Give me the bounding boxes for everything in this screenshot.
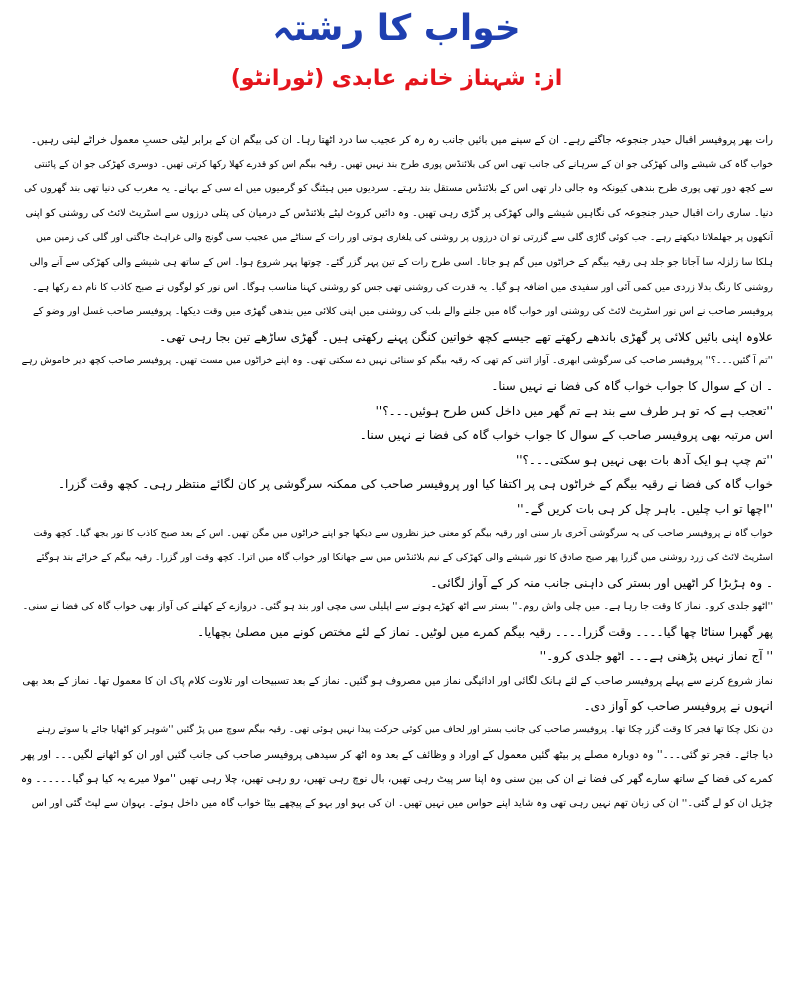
text-line: اس مرتبہ بھی پروفیسر صاحب کے سوال کا جواب خواب گاہ کی فضا نے نہیں سنا۔ bbox=[359, 428, 773, 443]
text-line: روشنی کا رنگ بدلا زردی میں کمی آئی اور سفیدی میں اضافہ ہو گیا۔ یہ قدرت کی روشنی تھی جس کو روشنی کہنا مناسب ہوگا۔ اس نور کو لوگوں نے صبح کاذب کا نام دے رکھا ہے۔ bbox=[31, 281, 773, 293]
text-line: نماز شروع کرنے سے پہلے پروفیسر صاحب کے لئے ہانک لگائی اور ادائیگی نماز میں مصروف ہو گئیں۔ نماز کے بعد تسبیحات اور تلاوت کلام پاک ان کا معمول تھا۔ نماز کے بعد بھی bbox=[22, 675, 773, 688]
text-line: پروفیسر صاحب نے اس نور اسٹریٹ لائٹ کی روشنی اور خواب گاہ میں جلنے والے بلب کی روشنی میں اپنی کلائی میں بندھی گھڑی میں وقت دیکھا۔ پروفیسر صاحب غسل اور وضو کے bbox=[32, 306, 773, 318]
text-line: دنیا۔ ساری رات اقبال حیدر جنجوعہ کی نگاہیں شیشے والی کھڑکی پر گڑی رہی تھیں۔ وہ دائیں کروٹ لیٹے بلائنڈس کے درمیان کی پتلی درزوں سے اسٹریٹ لائٹ کی روشنی کو اپنی bbox=[25, 207, 773, 219]
text-line: خواب گاہ کی فضا نے رقیہ بیگم کے خراٹوں ہی پر اکتفا کیا اور پروفیسر صاحب کی ممکنہ سرگوشی پر کان لگائے منتظر رہی۔ کچھ وقت گزرا۔ bbox=[57, 477, 773, 492]
text-line: ''تم چپ ہو ایک آدھ بات بھی نہیں ہو سکتی۔۔۔؟'' bbox=[515, 452, 773, 467]
text-line: دیا جائے۔ فجر تو گئی۔۔۔'' وہ دوبارہ مصلے پر بیٹھ گئیں معمول کے اوراد و وظائف کے بعد وہ اٹھ کر سیدھی پروفیسر صاحب کی جانب گئیں اور ان کو اٹھانے لگیں۔۔۔ اور پھر bbox=[21, 748, 773, 761]
text-line: ''تم آ گئیں۔۔۔؟'' پروفیسر صاحب کی سرگوشی ابھری۔ آواز اتنی کم تھی کہ رقیہ بیگم کو سنائی نہیں دے سکتی تھی۔ وہ اپنے خراٹوں میں مست تھیں۔ پروفیسر صاحب کچھ دیر خاموش رہے bbox=[21, 355, 773, 367]
text-line: پھر گھبرا سناٹا چھا گیا۔۔۔۔ وقت گزرا۔۔۔۔ رقیہ بیگم کمرے میں لوٹیں۔ نماز کے لئے مختص کونے میں مصلیٰ بچھایا۔ bbox=[197, 624, 773, 639]
text-line: آنکھوں پر جھلملاتا دیکھتے رہے۔ جب کوئی گاڑی گلی سے گزرتی تو ان درزوں پر روشنی کی یلغاری ہوتی اور رات کے سناٹے میں عجیب سی گونج والی غراہٹ جاگتی اور گلی کی زمین میں bbox=[36, 232, 773, 244]
text-line: ''اچھا تو اب چلیں۔ باہر چل کر ہی بات کریں گے۔'' bbox=[516, 501, 773, 516]
text-line: کمرے کی فضا کے ساتھ سارے گھر کی فضا نے ان کی بین سنی وہ اپنا سر پیٹ رہی تھیں، بال نوچ رہی تھیں، رو رہی تھیں، چلا رہی تھیں ''مولا میرے یہ کیا ہو گیا۔۔۔۔۔۔ وہ bbox=[20, 773, 773, 786]
text-line: ۔ ان کے سوال کا جواب خواب گاہ کی فضا نے نہیں سنا۔ bbox=[491, 378, 773, 393]
story-title: خواب کا رشتہ bbox=[272, 8, 521, 49]
text-line: ''اٹھو جلدی کرو۔ نماز کا وقت جا رہا ہے۔ میں چلی واش روم۔'' بستر سے اٹھ کھڑے ہونے سے اپلیلی سی مچی اور بند ہو گئی۔ دروازے کے کھلنے کی آواز بھی خواب گاہ کی فضا نے سنی۔ bbox=[22, 601, 773, 613]
text-line: ''تعجب ہے کہ تو ہر طرف سے بند ہے تم گھر میں داخل کس طرح ہوئیں۔۔۔؟'' bbox=[375, 403, 773, 418]
text-line: رات بھر پروفیسر اقبال حیدر جنجوعہ جاگتے رہے۔ ان کے سینے میں بائیں جانب رہ رہ کر عجیب سا درد اٹھتا رہا۔ ان کی بیگم ان کے برابر لیٹی حسبِ معمول خراٹے لیتی رہیں۔ bbox=[30, 134, 773, 146]
text-line: اسٹریٹ لائٹ کی زرد روشنی میں گزرا پھر صبح صادق کا نور شیشے والی کھڑکی کے نیم بلائنڈس میں سے جھانکا اور خواب گاہ میں اترا۔ کچھ وقت اور گزرا۔ رقیہ بیگم کے خراٹے بند ہوگئے bbox=[36, 552, 773, 564]
author-line: از: شہناز خانم عابدی (ٹورانٹو) bbox=[230, 66, 563, 91]
text-line: خواب گاہ نے پروفیسر صاحب کی یہ سرگوشی آخری بار سنی اور رقیہ بیگم کو معنی خیز نظروں سے دیکھا جو اپنے خراٹوں میں مگن تھیں۔ اس کے بعد صبح کاذب کا نور بجھ گیا۔ کچھ وقت bbox=[33, 527, 773, 539]
text-line: خواب گاہ کی شیشے والی کھڑکی جو ان کے سرہانے کی جانب تھی اس کی بلائنڈس پوری طرح بند نہیں تھیں۔ رقیہ بیگم اس کو قدرے کھلا رکھا کرتی تھیں۔ دوسری کھڑکی جو ان کے پائنتی bbox=[34, 158, 773, 170]
text-line: علاوہ اپنی بائیں کلائی پر گھڑی باندھے رکھتے تھے جیسے کچھ خواتین کنگن پہنے رکھتی ہیں۔ گھڑی ساڑھے تین بجا رہی تھی۔ bbox=[159, 329, 773, 344]
story-body bbox=[20, 128, 773, 988]
text-line: ۔ وہ ہڑبڑا کر اٹھیں اور بستر کی داہنی جانب منہ کر کے آواز لگائی۔ bbox=[430, 575, 773, 590]
text-line: ہلکا سا زلزلہ سا آجاتا جو جلد ہی رقیہ بیگم کے خراٹوں میں گم ہو جاتا۔ اسی طرح رات کے تین پہر گزر گئے۔ چوتھا پہر شروع ہوا۔ اس کے ساتھ ہی شیشے والی کھڑکی سے آنے والی bbox=[29, 256, 773, 268]
text-line: '' آج نماز نہیں پڑھنی ہے۔۔۔ اٹھو جلدی کرو۔'' bbox=[539, 649, 773, 664]
text-line: سے کچھ دور تھی پوری طرح بندھی کیونکہ وہ جالی دار تھی اس کے بلائنڈس مستقل بند رہتے۔ سردیوں میں ہیٹنگ کو گرمیوں میں اے سی کے بہانے۔ یہ مغرب کی دنیا تھی بند گھروں کی bbox=[24, 183, 773, 195]
text-line: انہوں نے پروفیسر صاحب کو آواز دی۔ bbox=[583, 698, 773, 713]
text-line: دن نکل چکا تھا فجر کا وقت گزر چکا تھا۔ پروفیسر صاحب کی جانب بستر اور لحاف میں کوئی حرکت پیدا نہیں ہوئی تھی۔ رقیہ بیگم سوچ میں پڑ گئیں ''شوہر کو اٹھایا جائے یا سوتے رہنے bbox=[36, 724, 773, 736]
text-line: چڑیل ان کو لے گئی۔'' ان کی زبان تھم نہیں رہی تھی وہ شاید اپنے حواس میں نہیں تھیں۔ ان کی بہو اور بہو کے پیچھے بیٹا خواب گاہ میں داخل ہوئے۔ بہوان سے لپٹ گئی اور اس bbox=[31, 798, 773, 810]
